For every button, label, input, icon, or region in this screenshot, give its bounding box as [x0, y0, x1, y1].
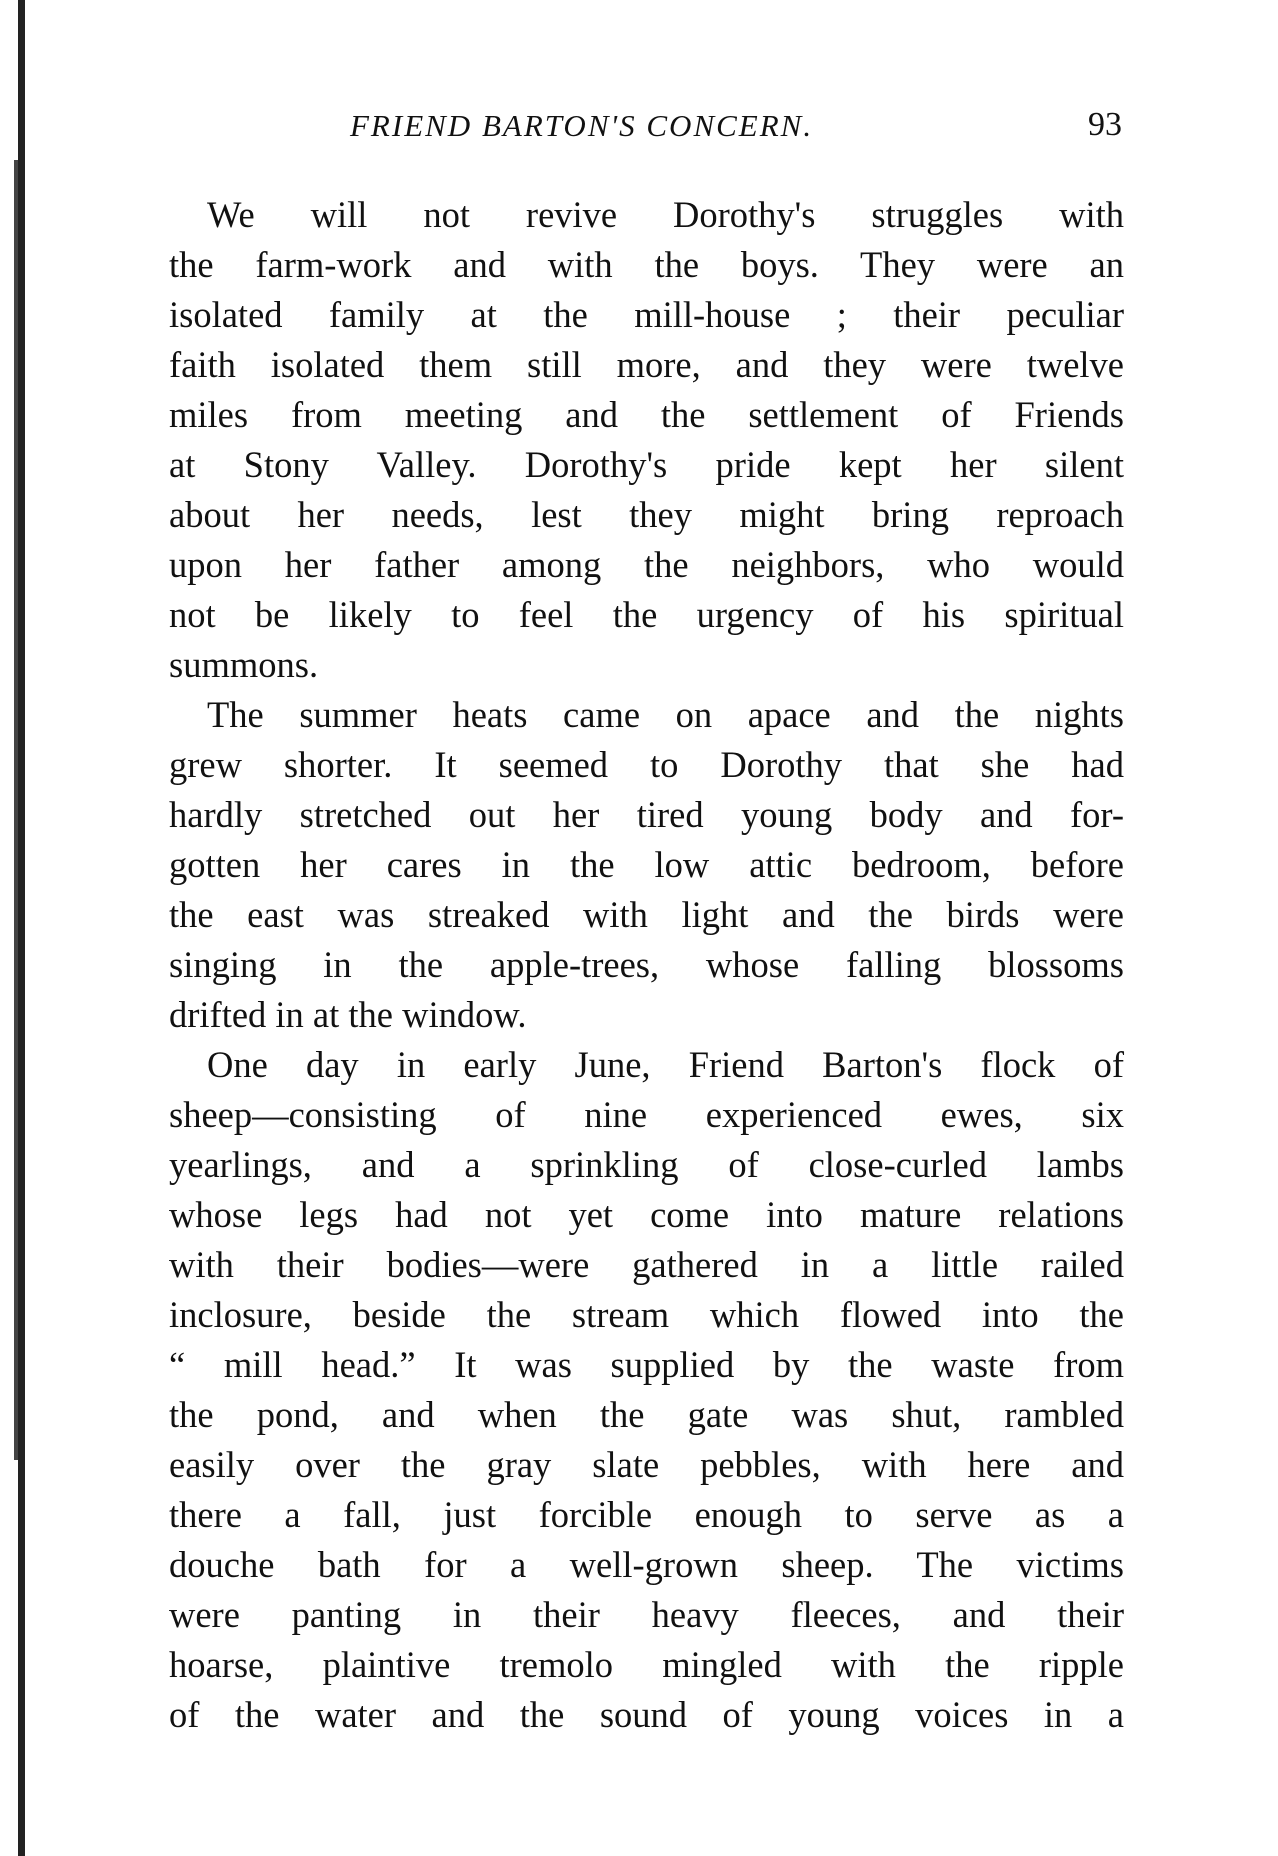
text-line: whose legs had not yet come into mature relations [169, 1194, 1124, 1235]
text-line: about her needs, lest they might bring reproach [169, 494, 1124, 535]
text-line: hardly stretched out her tired young body and for- [169, 794, 1124, 835]
text-line: douche bath for a well-grown sheep. The victims [169, 1544, 1124, 1585]
text-line: singing in the apple-trees, whose falling blossoms [169, 944, 1124, 985]
text-line: easily over the gray slate pebbles, with here and [169, 1444, 1124, 1485]
text-line: summons. [169, 644, 319, 685]
text-line: hoarse, plaintive tremolo mingled with the ripple [169, 1644, 1124, 1685]
text-line: drifted in at the window. [169, 994, 527, 1035]
page-body-text [169, 190, 1124, 1740]
book-binding-edge [18, 0, 25, 1856]
text-line: miles from meeting and the settlement of Friends [169, 394, 1124, 435]
text-line: faith isolated them still more, and they were twelve [169, 344, 1124, 385]
text-line: gotten her cares in the low attic bedroom, before [169, 844, 1124, 885]
text-line: not be likely to feel the urgency of his spiritual [169, 594, 1124, 635]
text-line: were panting in their heavy fleeces, and their [169, 1594, 1124, 1635]
text-line: One day in early June, Friend Barton's flock of [207, 1044, 1124, 1085]
text-line: inclosure, beside the stream which flowed into the [169, 1294, 1124, 1335]
text-line: with their bodies—were gathered in a little railed [169, 1244, 1124, 1285]
text-line: of the water and the sound of young voices in a [169, 1694, 1124, 1735]
text-line: there a fall, just forcible enough to serve as a [169, 1494, 1124, 1535]
text-line: the farm-work and with the boys. They were an [169, 244, 1124, 285]
text-line: upon her father among the neighbors, who would [169, 544, 1124, 585]
page-number: 93 [1088, 106, 1122, 143]
text-line: We will not revive Dorothy's struggles with [207, 194, 1124, 235]
text-line: the pond, and when the gate was shut, rambled [169, 1394, 1124, 1435]
book-binding-shadow [14, 160, 18, 1460]
text-line: at Stony Valley. Dorothy's pride kept her silent [169, 444, 1124, 485]
text-line: grew shorter. It seemed to Dorothy that she had [169, 744, 1124, 785]
text-line: sheep—consisting of nine experienced ewes, six [169, 1094, 1124, 1135]
text-line: The summer heats came on apace and the nights [207, 694, 1124, 735]
running-header: FRIEND BARTON'S CONCERN. [350, 108, 814, 143]
text-line: yearlings, and a sprinkling of close-curled lambs [169, 1144, 1124, 1185]
text-line: isolated family at the mill-house ; their peculiar [169, 294, 1124, 335]
text-line: “ mill head.” It was supplied by the waste from [169, 1344, 1124, 1385]
text-line: the east was streaked with light and the birds were [169, 894, 1124, 935]
